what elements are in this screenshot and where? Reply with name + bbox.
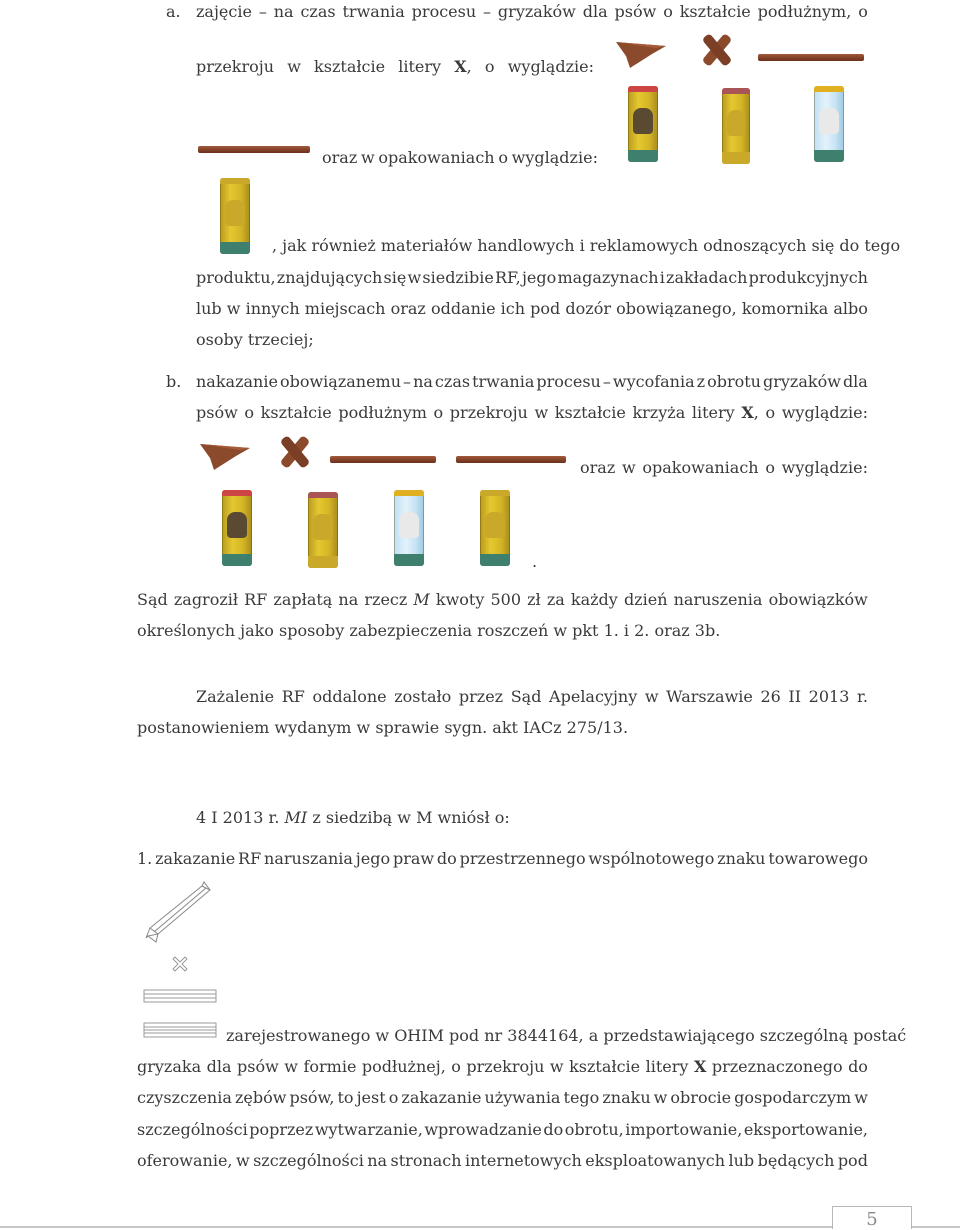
- item-a-line-2: [196, 57, 594, 77]
- word: ich: [500, 299, 526, 318]
- word: do: [848, 1057, 868, 1076]
- word: produktu,: [196, 268, 276, 287]
- word: dla: [206, 1057, 232, 1076]
- word: jego: [521, 268, 557, 287]
- package-image-b3: [394, 490, 424, 566]
- word: oddalone: [312, 687, 387, 706]
- word: każdy: [570, 590, 618, 609]
- item-a-line-5: [196, 268, 868, 288]
- word: psów: [237, 1057, 279, 1076]
- word: w: [284, 1057, 298, 1076]
- word: znajdujących: [276, 268, 383, 287]
- word: obrocie: [670, 1088, 732, 1107]
- item-b-end-dot: .: [532, 552, 538, 571]
- chew-cross-section-image-b: [276, 434, 314, 470]
- word: będących: [757, 1151, 835, 1170]
- word: przekroju: [466, 1057, 545, 1076]
- item-a-line-7: osoby trzeciej;: [196, 330, 314, 349]
- word: pod: [837, 1151, 868, 1170]
- word: w: [287, 57, 301, 76]
- word: oferowanie,: [137, 1151, 233, 1170]
- word: w: [621, 458, 636, 477]
- word: podłużnym,: [757, 2, 852, 21]
- word: towarowego: [768, 849, 868, 868]
- word: trwania: [342, 2, 405, 21]
- word: zębów: [234, 1088, 287, 1107]
- word: na: [338, 590, 359, 609]
- word: RF: [281, 687, 305, 706]
- word: do: [436, 849, 457, 868]
- word: RF: [244, 590, 268, 609]
- word: magazynach: [557, 268, 659, 287]
- item-a-line-1: [196, 2, 868, 22]
- word: w: [235, 1151, 250, 1170]
- word: o: [765, 403, 776, 422]
- word: eksportowanie,: [743, 1120, 868, 1139]
- word: RF: [238, 849, 262, 868]
- item-b-marker: b.: [166, 372, 182, 391]
- word: przez: [458, 687, 504, 706]
- word: o: [858, 2, 868, 21]
- word: szczególności: [253, 1151, 364, 1170]
- word: obowiązków: [768, 590, 868, 609]
- claim1-line-1: [137, 849, 868, 869]
- word: wspólnotowego: [588, 849, 715, 868]
- word: w: [549, 1057, 564, 1076]
- claim1-line-2: zarejestrowanego w OHIM pod nr 3844164, a przedstawiającego szczególną postać: [226, 1026, 907, 1045]
- word: obowiązanego,: [616, 299, 737, 318]
- chew-stick-image-b1: [330, 456, 436, 463]
- page-number: 5: [866, 1209, 878, 1230]
- word: Zażalenie: [196, 687, 275, 706]
- package-image-4: [220, 178, 250, 254]
- word: przeznaczonego: [711, 1057, 843, 1076]
- word: stronach: [390, 1151, 462, 1170]
- item-b-line-3: [580, 458, 868, 478]
- word: w: [407, 268, 422, 287]
- word: litery: [398, 57, 442, 76]
- word: oraz: [580, 458, 616, 477]
- word: miejscach: [304, 299, 386, 318]
- word: 2013: [808, 687, 850, 706]
- word: krzyża: [632, 403, 686, 422]
- item-a-line-3: [322, 148, 598, 168]
- word: jego: [355, 849, 391, 868]
- word: importowanie,: [625, 1120, 743, 1139]
- word: kształcie: [260, 403, 332, 422]
- word: podłużnej,: [361, 1057, 446, 1076]
- package-image-2: [722, 88, 750, 164]
- word: o: [244, 403, 255, 422]
- word: Sąd: [510, 687, 542, 706]
- word: o: [663, 2, 673, 21]
- word: psów,: [289, 1088, 335, 1107]
- word: pod: [530, 299, 561, 318]
- word: z: [696, 372, 706, 391]
- page-number-box: [832, 1206, 912, 1229]
- word: w: [226, 299, 241, 318]
- word: kwoty: [435, 590, 485, 609]
- word: znaku: [602, 1088, 651, 1107]
- word: albo: [833, 299, 868, 318]
- word: zagroził: [173, 590, 239, 609]
- word: na: [413, 372, 433, 391]
- word: 500: [490, 590, 522, 609]
- word: Warszawie: [666, 687, 753, 706]
- trademark-cross-section-drawing: [170, 954, 190, 974]
- word: dla: [842, 372, 868, 391]
- word: lub: [728, 1151, 755, 1170]
- item-a-line-6: [196, 299, 868, 319]
- chew-cross-section-image: [698, 32, 736, 68]
- word: o: [433, 403, 444, 422]
- word: naruszenia: [673, 590, 763, 609]
- item-b-line-1: [196, 372, 868, 392]
- word: –: [602, 372, 611, 391]
- word: w: [644, 687, 659, 706]
- word: internetowych: [465, 1151, 582, 1170]
- word: o: [484, 57, 495, 76]
- word: kształcie: [679, 2, 751, 21]
- item-a-line-4: , jak również materiałów handlowych i reklamowych odnoszących się do tego: [272, 236, 901, 255]
- word: na: [367, 1151, 388, 1170]
- word: innych: [245, 299, 300, 318]
- word: przekroju: [196, 57, 275, 76]
- claim1-line-6: [137, 1151, 868, 1171]
- word: czyszczenia: [137, 1088, 232, 1107]
- word: produkcyjnych: [748, 268, 868, 287]
- word: tego: [563, 1088, 600, 1107]
- para1-line-2: określonych jako sposoby zabezpieczenia roszczeń w pkt 1. i 2. oraz 3b.: [137, 621, 721, 640]
- chew-stick-image-b2: [456, 456, 566, 463]
- word: kształcie: [569, 1057, 641, 1076]
- trademark-3d-view-drawing: [144, 880, 216, 944]
- word: obrotu,: [564, 1120, 624, 1139]
- word: wytwarzanie,: [314, 1120, 423, 1139]
- word: zostało: [394, 687, 452, 706]
- word: szczególności: [137, 1120, 248, 1139]
- word: –: [403, 372, 412, 391]
- word: znaku: [717, 849, 766, 868]
- claim1-line-5: [137, 1120, 868, 1140]
- package-image-b2: [308, 492, 338, 568]
- word: psów: [614, 2, 657, 21]
- word: Apelacyjny: [549, 687, 638, 706]
- word: gospodarczym: [734, 1088, 852, 1107]
- word: wprowadzanie: [424, 1120, 542, 1139]
- claim1-line-3: [137, 1057, 868, 1077]
- word: litery: [645, 1057, 689, 1076]
- word: wyglądzie:: [507, 57, 594, 76]
- para3: 4 I 2013 r. MI z siedzibą w M wniósł o:: [196, 808, 510, 827]
- word: to: [337, 1088, 354, 1107]
- word: praw: [392, 849, 435, 868]
- word: w: [653, 1088, 668, 1107]
- word: używania: [484, 1088, 561, 1107]
- word: opakowaniach: [378, 148, 495, 167]
- word: RF,: [495, 268, 521, 287]
- claim1-line-4: [137, 1088, 868, 1108]
- word: zł: [527, 590, 541, 609]
- word: wyglądzie:: [781, 458, 868, 477]
- word: kształcie: [554, 403, 626, 422]
- para1-line-1: [137, 590, 868, 610]
- package-image-1: [628, 86, 658, 162]
- package-image-3: [814, 86, 844, 162]
- word: psów: [196, 403, 238, 422]
- word: X,: [741, 403, 759, 422]
- word: podłużnym: [338, 403, 427, 422]
- word: gryzaków: [763, 372, 841, 391]
- word: formie: [303, 1057, 357, 1076]
- word: i: [659, 268, 665, 287]
- word: przekroju: [449, 403, 528, 422]
- word: zakazanie: [401, 1088, 482, 1107]
- footer-rule: [0, 1226, 960, 1228]
- para2-line-2: postanowieniem wydanym w sprawie sygn. akt IACz 275/13.: [137, 718, 629, 737]
- word: dla: [582, 2, 608, 21]
- word: oddanie: [430, 299, 496, 318]
- word: gryzaka: [137, 1057, 202, 1076]
- word: Sąd: [137, 590, 168, 609]
- para2-line-1: [196, 687, 868, 707]
- word: czas: [300, 2, 336, 21]
- word: w: [534, 403, 549, 422]
- word: oraz: [390, 299, 426, 318]
- package-image-b4: [480, 490, 510, 566]
- package-image-b1: [222, 490, 252, 566]
- word: wyglądzie:: [781, 403, 868, 422]
- word: o: [498, 148, 508, 167]
- chew-stick-image: [758, 54, 864, 61]
- word: do: [543, 1120, 564, 1139]
- word: –: [483, 2, 492, 21]
- word: komornika: [741, 299, 829, 318]
- word: na: [273, 2, 294, 21]
- word: zajęcie: [196, 2, 252, 21]
- word: dozór: [565, 299, 612, 318]
- word: r.: [856, 687, 868, 706]
- word: w: [854, 1088, 868, 1107]
- chew-end-view-image: [612, 34, 670, 70]
- word: o: [388, 1088, 399, 1107]
- word: X,: [454, 57, 472, 76]
- trademark-top-view-drawing: [143, 1022, 217, 1038]
- item-a-marker: a.: [166, 2, 181, 21]
- word: za: [546, 590, 565, 609]
- word: jest: [356, 1088, 386, 1107]
- word: X: [693, 1057, 707, 1076]
- word: 1.: [137, 849, 153, 868]
- word: się: [383, 268, 407, 287]
- word: o: [451, 1057, 461, 1076]
- word: dzień: [623, 590, 668, 609]
- word: M: [413, 590, 430, 609]
- word: w: [360, 148, 375, 167]
- word: eksploatowanych: [585, 1151, 726, 1170]
- word: litery: [691, 403, 735, 422]
- word: –: [258, 2, 267, 21]
- word: wyglądzie:: [511, 148, 598, 167]
- chew-end-view-image-b: [196, 436, 254, 472]
- word: rzecz: [364, 590, 408, 609]
- word: zapłatą: [273, 590, 333, 609]
- word: czas: [434, 372, 471, 391]
- word: kształcie: [314, 57, 386, 76]
- word: trwania: [472, 372, 535, 391]
- word: lub: [196, 299, 222, 318]
- word: opakowaniach: [642, 458, 759, 477]
- word: nakazanie: [196, 372, 278, 391]
- chew-stick-image-2: [198, 146, 310, 153]
- word: wycofania: [612, 372, 695, 391]
- word: naruszania: [264, 849, 353, 868]
- item-b-line-2: [196, 403, 868, 423]
- word: II: [788, 687, 802, 706]
- trademark-side-view-drawing: [143, 989, 217, 1003]
- word: siedzibie: [422, 268, 494, 287]
- word: poprzez: [249, 1120, 314, 1139]
- word: procesu: [411, 2, 477, 21]
- word: przestrzennego: [459, 849, 586, 868]
- word: zakazanie: [155, 849, 236, 868]
- word: zakładach: [666, 268, 748, 287]
- word: o: [765, 458, 775, 477]
- word: obowiązanemu: [279, 372, 402, 391]
- word: obrotu: [707, 372, 761, 391]
- word: 26: [760, 687, 781, 706]
- word: oraz: [322, 148, 358, 167]
- word: gryzaków: [497, 2, 576, 21]
- word: procesu: [536, 372, 601, 391]
